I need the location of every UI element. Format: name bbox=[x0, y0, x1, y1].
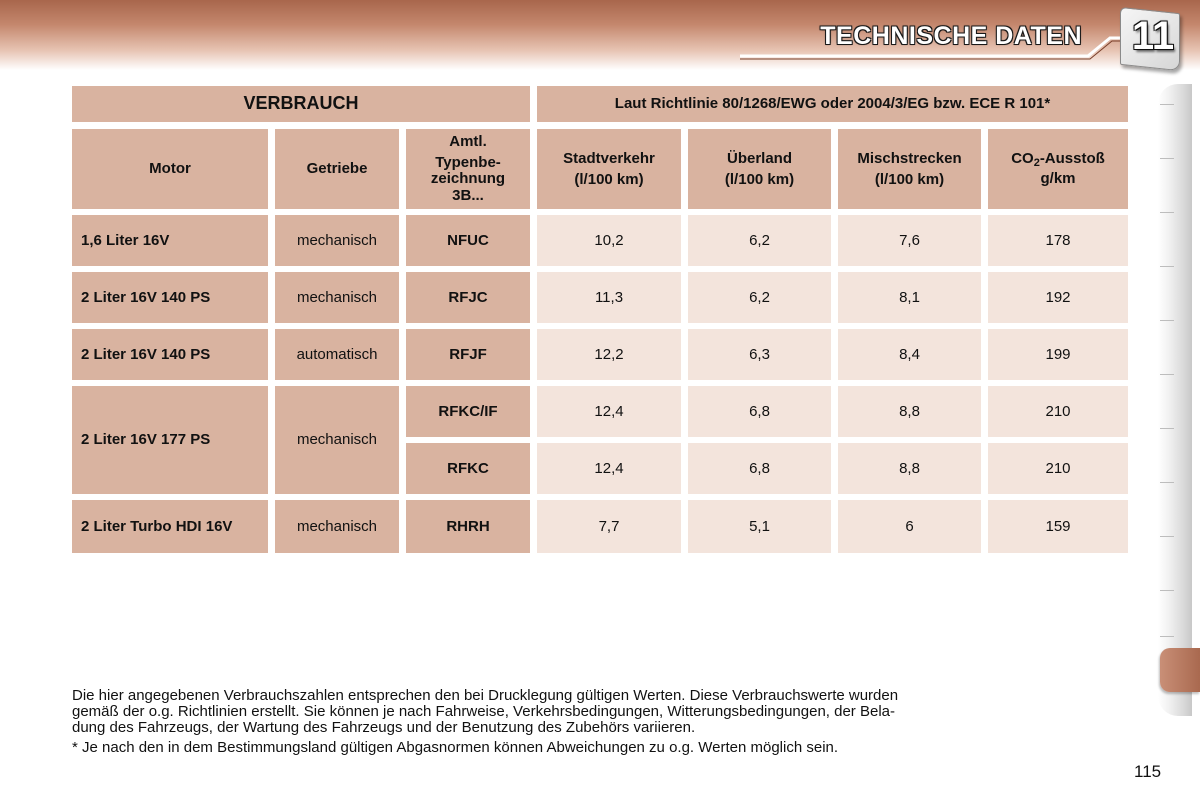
cell-motor: 2 Liter 16V 140 PS bbox=[72, 272, 268, 323]
cell-mischstrecken: 8,8 bbox=[838, 443, 981, 494]
column-header-unit: (l/100 km) bbox=[874, 170, 945, 188]
footnote-line: Die hier angegebenen Verbrauchszahlen entsprechen den bei Drucklegung gültigen Werten. Diese Verbrauchswerte wurden bbox=[72, 687, 899, 704]
cell-mischstrecken: 6 bbox=[838, 500, 981, 553]
cell-mischstrecken: 8,1 bbox=[838, 272, 981, 323]
cell-stadtverkehr: 11,3 bbox=[537, 272, 681, 323]
cell-ueberland: 6,2 bbox=[688, 272, 831, 323]
cell-mischstrecken: 8,8 bbox=[838, 386, 981, 437]
page-number: 115 bbox=[1134, 762, 1162, 781]
cell-ueberland: 6,8 bbox=[688, 386, 831, 437]
column-header-mischstrecken bbox=[838, 129, 981, 209]
column-header-type-line: Typenbe- bbox=[435, 153, 501, 171]
cell-motor: 2 Liter Turbo HDI 16V bbox=[72, 500, 268, 553]
cell-type: RFJC bbox=[406, 272, 530, 323]
cell-getriebe: mechanisch bbox=[275, 500, 399, 553]
cell-co2: 210 bbox=[988, 443, 1128, 494]
cell-motor: 1,6 Liter 16V bbox=[72, 215, 268, 266]
cell-getriebe: mechanisch bbox=[275, 272, 399, 323]
cell-stadtverkehr: 12,4 bbox=[537, 443, 681, 494]
cell-motor: 2 Liter 16V 177 PS bbox=[72, 386, 268, 494]
asterisk-footnote: * Je nach den in dem Bestimmungsland gültigen Abgasnormen können Abweichungen zu o.g. Werten möglich sein. bbox=[72, 739, 839, 756]
cell-type: NFUC bbox=[406, 215, 530, 266]
column-header-getriebe: Getriebe bbox=[275, 129, 399, 209]
cell-mischstrecken: 7,6 bbox=[838, 215, 981, 266]
column-header-motor: Motor bbox=[72, 129, 268, 209]
cell-ueberland: 6,8 bbox=[688, 443, 831, 494]
chapter-edge-tab bbox=[1160, 648, 1200, 692]
cell-stadtverkehr: 10,2 bbox=[537, 215, 681, 266]
column-header-unit: g/km bbox=[1040, 170, 1076, 188]
cell-type: RFKC/IF bbox=[406, 386, 530, 437]
co2-suffix: -Ausstoß bbox=[1039, 149, 1105, 167]
footnote-line: dung des Fahrzeugs, der Wartung des Fahrzeugs und der Benutzung des Zubehörs variieren. bbox=[72, 719, 696, 736]
cell-getriebe: automatisch bbox=[275, 329, 399, 380]
column-header-unit: (l/100 km) bbox=[574, 170, 644, 188]
cell-getriebe: mechanisch bbox=[275, 215, 399, 266]
cell-stadtverkehr: 7,7 bbox=[537, 500, 681, 553]
column-header-type-line: 3B... bbox=[452, 186, 484, 204]
cell-co2: 178 bbox=[988, 215, 1128, 266]
column-header-co2 bbox=[988, 129, 1128, 209]
cell-type: RFKC bbox=[406, 443, 530, 494]
column-header-type-line: Amtl. bbox=[449, 133, 487, 150]
chapter-number: 11 bbox=[1131, 14, 1175, 58]
edge-tick bbox=[1160, 636, 1174, 637]
column-header-co2-label bbox=[1011, 150, 1105, 170]
table-section-title: VERBRAUCH bbox=[72, 86, 530, 122]
cell-co2: 199 bbox=[988, 329, 1128, 380]
page-title: TECHNISCHE DATEN bbox=[820, 22, 1082, 50]
column-header-line: Stadtverkehr bbox=[563, 149, 655, 167]
cell-type: RHRH bbox=[406, 500, 530, 553]
column-header-type bbox=[406, 129, 530, 209]
co2-prefix: CO bbox=[1011, 149, 1034, 167]
consumption-footnote bbox=[72, 688, 1130, 736]
cell-type: RFJF bbox=[406, 329, 530, 380]
cell-co2: 192 bbox=[988, 272, 1128, 323]
cell-mischstrecken: 8,4 bbox=[838, 329, 981, 380]
cell-ueberland: 6,3 bbox=[688, 329, 831, 380]
cell-motor: 2 Liter 16V 140 PS bbox=[72, 329, 268, 380]
cell-getriebe: mechanisch bbox=[275, 386, 399, 494]
column-header-stadtverkehr bbox=[537, 129, 681, 209]
directive-note: Laut Richtlinie 80/1268/EWG oder 2004/3/EG bzw. ECE R 101* bbox=[537, 86, 1128, 122]
column-header-ueberland bbox=[688, 129, 831, 209]
footnote-line: gemäß der o.g. Richtlinien erstellt. Sie können je nach Fahrweise, Verkehrsbedingungen, Witterungsbedingungen, der Bela- bbox=[72, 703, 895, 720]
cell-ueberland: 6,2 bbox=[688, 215, 831, 266]
column-header-type-line: zeichnung bbox=[430, 170, 506, 187]
co2-subscript: 2 bbox=[1033, 156, 1040, 169]
cell-stadtverkehr: 12,4 bbox=[537, 386, 681, 437]
cell-co2: 159 bbox=[988, 500, 1128, 553]
cell-ueberland: 5,1 bbox=[688, 500, 831, 553]
cell-stadtverkehr: 12,2 bbox=[537, 329, 681, 380]
cell-co2: 210 bbox=[988, 386, 1128, 437]
column-header-line: Überland bbox=[726, 149, 792, 167]
column-header-unit: (l/100 km) bbox=[724, 170, 795, 188]
column-header-line: Mischstrecken bbox=[857, 149, 962, 167]
